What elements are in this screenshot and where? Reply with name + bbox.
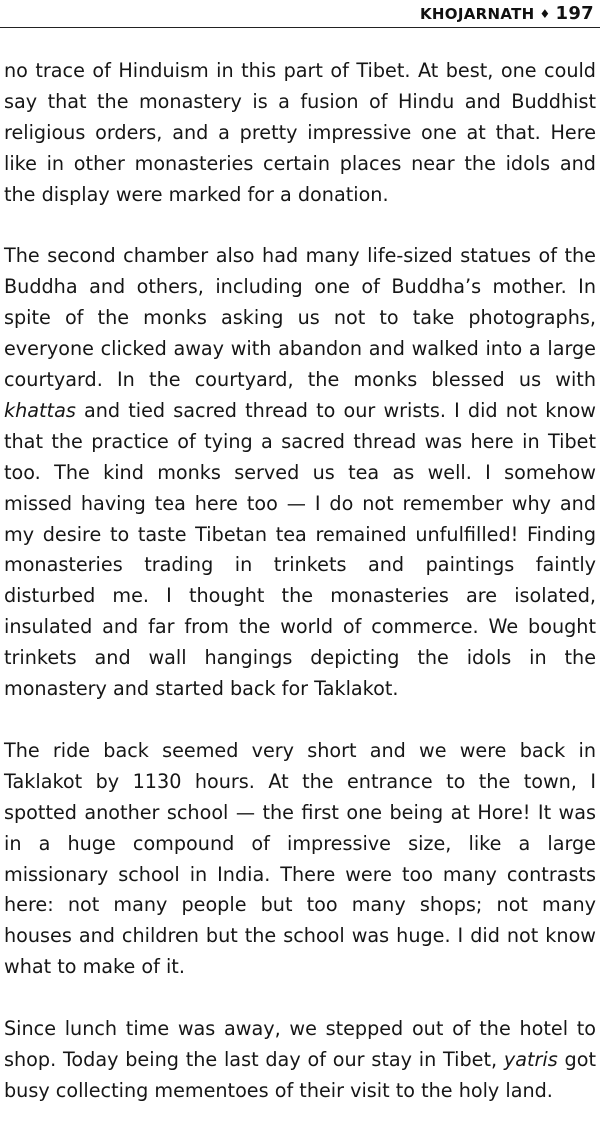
running-header xyxy=(420,3,594,24)
page-number: 197 xyxy=(555,3,594,24)
paragraph-2-text-after: and tied sacred thread to our wrists. I did not know that the practice of tying a sacred thread was here in Tibet too. The kind monks served us tea as well. I somehow missed having tea here too — I do not remember why and my desire to taste Tibetan tea remained unfulfilled! Finding monasteries trading in trinkets and paintings faintly disturbed me. I thought the monasteries are isolated, insulated and far from the world of commerce. We bought trinkets and wall hangings depicting the idols in the monastery and started back for Taklakot. xyxy=(4,398,596,701)
paragraph-4-emphasis: yatris xyxy=(503,1047,558,1071)
paragraph-3: The ride back seemed very short and we were back in Taklakot by 1130 hours. At the entrance to the town, I spotted another school — the first one being at Hore! It was in a huge compound of impressive size, like a large missionary school in India. There were too many contrasts here: not many people but too many shops; not many houses and children but the school was huge. I did not know what to make of it. xyxy=(4,738,596,979)
header-rule xyxy=(0,27,600,28)
body-text xyxy=(4,56,596,1138)
paragraph-2-emphasis: khattas xyxy=(4,398,76,422)
paragraph-2-text-before: The second chamber also had many life-sized statues of the Buddha and others, including one of Buddha’s mother. In spite of the monks asking us not to take photographs, everyone clicked away with abandon and walked into a large courtyard. In the courtyard, the monks blessed us with xyxy=(4,244,596,392)
paragraph-4-text-before: Since lunch time was away, we stepped out of the hotel to shop. Today being the last day of our stay in Tibet, xyxy=(4,1017,596,1071)
paragraph-4 xyxy=(4,1014,596,1107)
paragraph-1: no trace of Hinduism in this part of Tibet. At best, one could say that the monastery is a fusion of Hindu and Buddhist religious orders, and a pretty impressive one at that. Here like in other monasteries certain places near the idols and the display were marked for a donation. xyxy=(4,59,596,206)
paragraph-2 xyxy=(4,241,596,705)
chapter-title: KHOJARNATH xyxy=(420,5,535,23)
diamond-separator-icon: ♦ xyxy=(539,7,551,21)
paragraph-4-text-after: got busy collecting mementoes of their visit to the holy land. xyxy=(4,1047,596,1102)
